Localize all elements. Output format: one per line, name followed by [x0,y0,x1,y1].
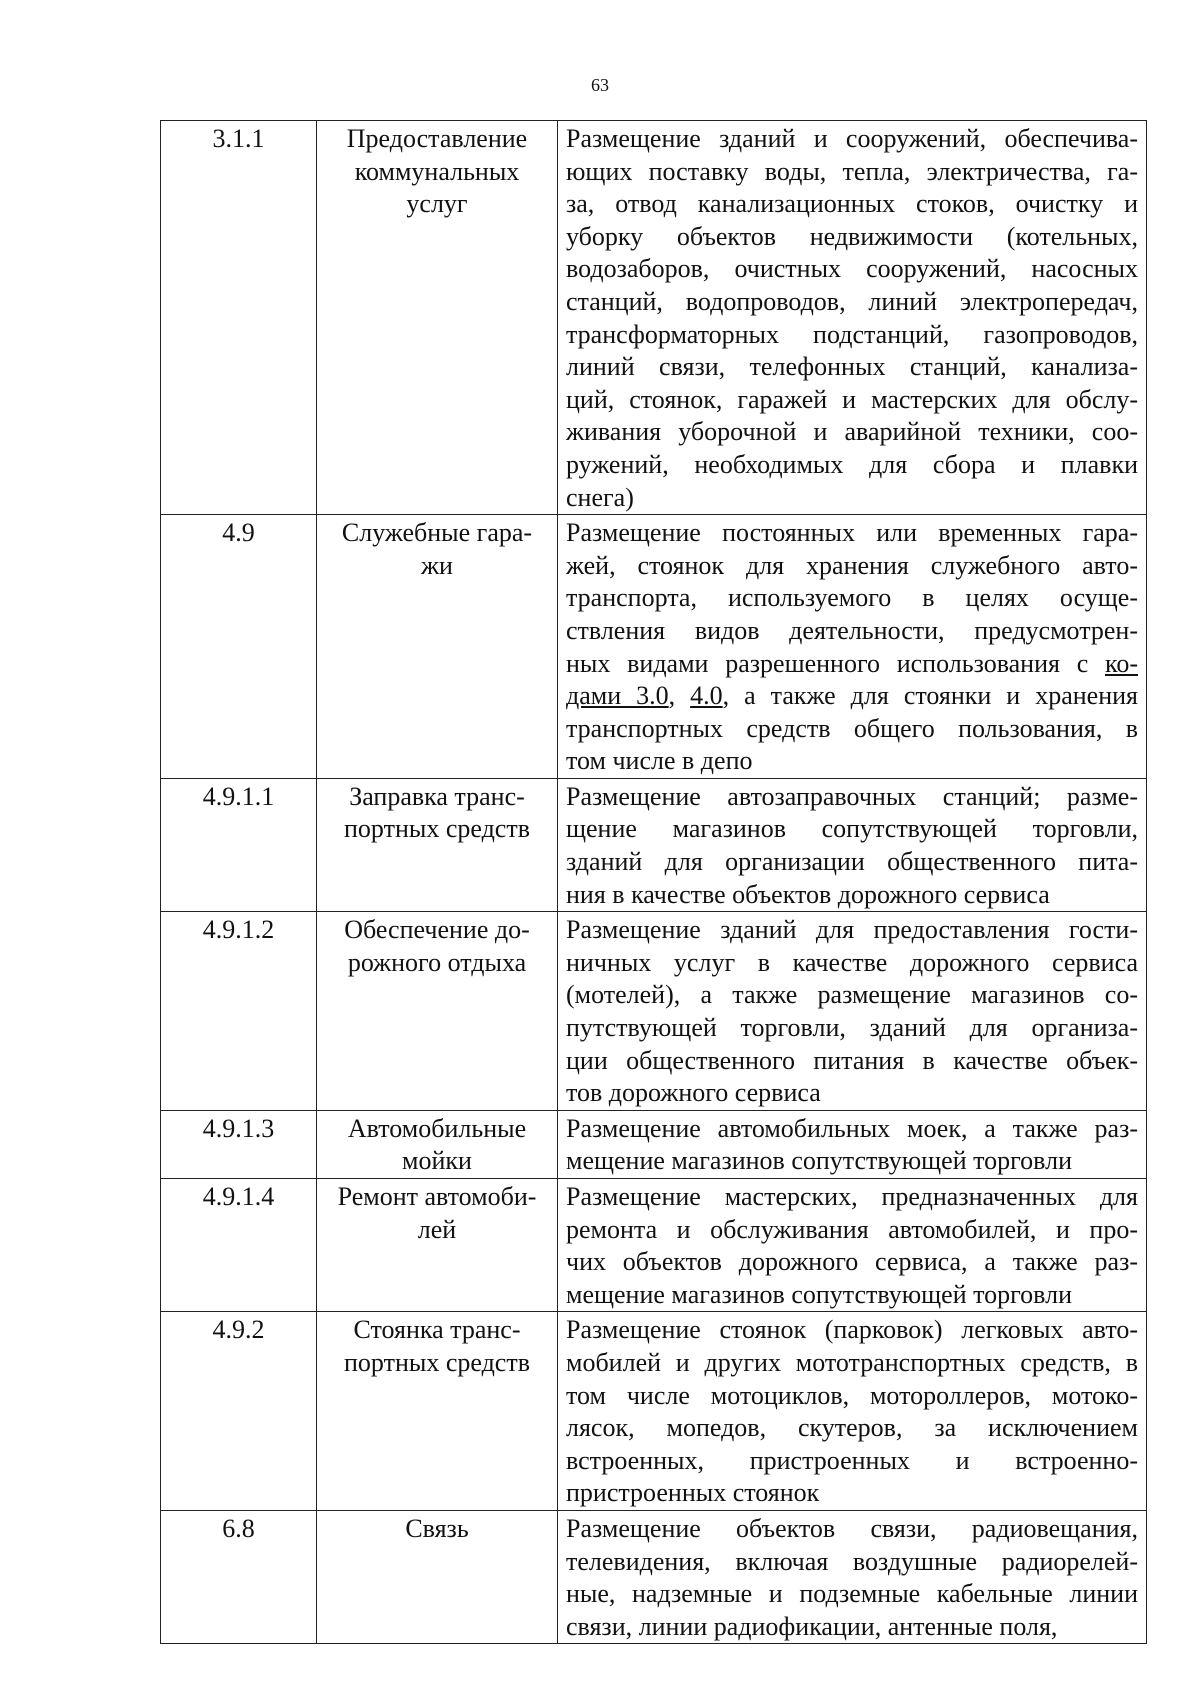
description-line: ций, стоянок, гаражей и мастерских для обслу- [566,384,1138,414]
description-line: чих объектов дорожного сервиса, а также раз- [566,1247,1138,1277]
description-line: дами 3.0, 4.0, а также для стоянки и хранения [566,681,1138,711]
description-line: снега) [566,482,634,512]
description-line: Размещение автозаправочных станций; разме- [566,781,1138,811]
description-line: встроенных, пристроенных и встроенно- [566,1445,1138,1475]
description-line: Размещение зданий и сооружений, обеспечива- [566,124,1138,153]
description-cell [558,912,1147,1111]
description-line: ных видами разрешенного использования с ко- [566,648,1138,678]
description-cell [558,1179,1147,1312]
name-cell [317,1312,558,1511]
name-cell [317,121,558,515]
description-line: живания уборочной и аварийной техники, соо- [566,417,1138,447]
description-cell [558,1110,1147,1178]
code-cell: 4.9.2 [161,1312,317,1511]
description-line: Размещение постоянных или временных гара- [566,518,1138,548]
description-line: путствующей торговли, зданий для организа- [566,1013,1138,1043]
table-row [161,912,1147,1111]
table-row [161,1510,1147,1643]
description-line: ремонта и обслуживания автомобилей, и про- [566,1214,1138,1244]
table-row [161,778,1147,911]
name-line: Ремонт автомоби- [337,1182,537,1211]
name-line: портных средств [344,814,530,844]
code-cell: 4.9 [161,515,317,779]
code-cell: 4.9.1.4 [161,1179,317,1312]
description-line: том числе в депо [566,746,753,776]
description-line: лясок, мопедов, скутеров, за исключением [566,1413,1138,1443]
description-line: Размещение автомобильных моек, а также раз- [566,1113,1138,1143]
description-line: ния в качестве объектов дорожного сервиса [566,879,1050,909]
description-line: том числе мотоциклов, мотороллеров, мотоко- [566,1380,1138,1410]
code-cell: 4.9.1.1 [161,778,317,911]
code-cell: 6.8 [161,1510,317,1643]
description-line: телевидения, включая воздушные радиорелей- [566,1546,1138,1576]
name-line: услуг [406,189,468,219]
name-line: мойки [402,1146,472,1176]
land-use-table [160,120,1147,1644]
name-line: Связь [405,1513,469,1543]
description-line: водозаборов, очистных сооружений, насосных [566,254,1138,284]
name-line: Служебные гара- [341,518,533,548]
table-row [161,1110,1147,1178]
description-line: Размещение объектов связи, радиовещания, [566,1513,1138,1543]
table-row [161,515,1147,779]
description-line: трансформаторных подстанций, газопроводов, [566,319,1138,349]
name-cell [317,515,558,779]
description-line: ющих поставку воды, тепла, электричества, га- [566,156,1138,186]
description-line: станций, водопроводов, линий электропередач, [566,286,1138,316]
name-cell [317,778,558,911]
name-cell [317,1110,558,1178]
description-line: ружений, необходимых для сбора и плавки [566,449,1138,479]
name-cell [317,1179,558,1312]
description-line: мещение магазинов сопутствующей торговли [566,1279,1072,1309]
name-line: Обеспечение до- [344,915,530,945]
name-line: Стоянка транс- [353,1315,521,1345]
table-row [161,1179,1147,1312]
description-line: мещение магазинов сопутствующей торговли [566,1146,1072,1176]
name-cell [317,1510,558,1643]
name-line: Автомобильные [347,1113,527,1143]
description-line: транспортных средств общего пользования, в [566,713,1138,743]
description-line: ствления видов деятельности, предусмотрен- [566,615,1138,645]
description-cell [558,1510,1147,1643]
description-line: жей, стоянок для хранения служебного авто- [566,550,1138,580]
description-line: за, отвод канализационных стоков, очистку и [566,189,1138,219]
name-line: Предоставление [346,124,528,153]
description-cell [558,1312,1147,1511]
name-cell [317,912,558,1111]
description-line: Размещение мастерских, предназначенных для [566,1182,1138,1211]
description-line: ничных услуг в качестве дорожного сервиса [566,947,1138,977]
description-line: уборку объектов недвижимости (котельных, [566,221,1138,251]
name-line: портных средств [344,1347,530,1377]
description-line: тов дорожного сервиса [566,1078,821,1108]
name-line: жи [421,550,453,580]
name-line: Заправка транс- [349,781,525,811]
code-cell: 4.9.1.3 [161,1110,317,1178]
description-line: ные, надземные и подземные кабельные линии [566,1579,1138,1609]
description-line: связи, линии радиофикации, антенные поля, [566,1611,1058,1641]
name-line: коммунальных [354,156,520,186]
description-line: транспорта, используемого в целях осуще- [566,583,1138,613]
description-line: Размещение зданий для предоставления гости- [566,915,1138,945]
description-line: линий связи, телефонных станций, канализа- [566,352,1138,382]
description-cell [558,121,1147,515]
name-line: лей [417,1214,457,1244]
description-cell [558,778,1147,911]
table-row [161,1312,1147,1511]
description-cell [558,515,1147,779]
code-cell: 4.9.1.2 [161,912,317,1111]
description-line: пристроенных стоянок [566,1478,820,1508]
page-number: 63 [591,75,609,95]
description-line: мобилей и других мототранспортных средств, в [566,1347,1138,1377]
description-line: ции общественного питания в качестве объек- [566,1045,1138,1075]
description-line: зданий для организации общественного пита- [566,847,1138,877]
code-cell: 3.1.1 [161,121,317,515]
description-line: Размещение стоянок (парковок) легковых авто- [566,1315,1138,1345]
description-line: (мотелей), а также размещение магазинов со- [566,980,1138,1010]
description-line: щение магазинов сопутствующей торговли, [566,814,1138,844]
table-row [161,121,1147,515]
name-line: рожного отдыха [347,947,527,977]
